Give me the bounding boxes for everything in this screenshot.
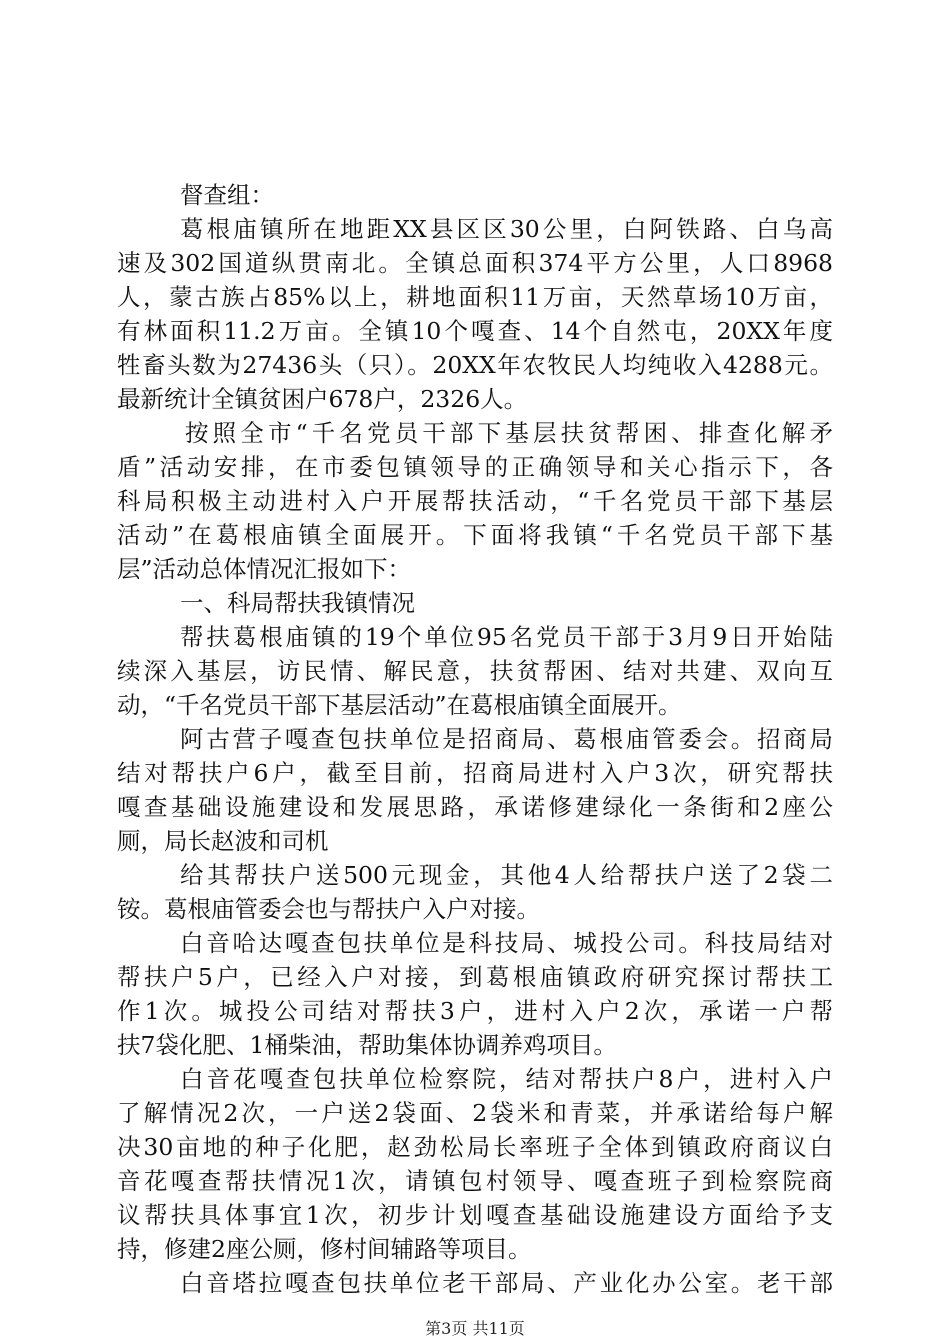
text-line: 帮扶户5户，已经入户对接，到葛根庙镇政府研究探讨帮扶工 [117, 963, 833, 991]
text-line: 活动”在葛根庙镇全面展开。下面将我镇“千名党员干部下基 [117, 521, 833, 549]
text-line: 厕，局长赵波和司机 [117, 827, 329, 855]
text-line: 盾”活动安排，在市委包镇领导的正确领导和关心指示下，各 [117, 453, 833, 481]
text-line: 帮扶葛根庙镇的19个单位95名党员干部于3月9日开始陆 [180, 623, 833, 651]
text-line: 白音哈达嘎查包扶单位是科技局、城投公司。科技局结对 [180, 929, 833, 957]
text-line: 持，修建2座公厕，修村间辅路等项目。 [117, 1235, 532, 1263]
text-line: 决30亩地的种子化肥，赵劲松局长率班子全体到镇政府商议白 [117, 1133, 833, 1161]
text-line: 阿古营子嘎查包扶单位是招商局、葛根庙管委会。招商局 [180, 725, 833, 753]
text-line: 音花嘎查帮扶情况1次，请镇包村领导、嘎查班子到检察院商 [117, 1167, 833, 1195]
text-line: 有林面积11.2万亩。全镇10个嘎查、14个自然屯，20XX年度 [117, 317, 833, 345]
text-line: 了解情况2次，一户送2袋面、2袋米和青菜，并承诺给每户解 [117, 1099, 833, 1127]
text-line: 铵。葛根庙管委会也与帮扶户入户对接。 [117, 895, 540, 923]
text-line: 动，“千名党员干部下基层活动”在葛根庙镇全面展开。 [117, 691, 682, 719]
text-line: 按照全市“千名党员干部下基层扶贫帮困、排查化解矛 [185, 419, 833, 447]
text-line: 扶7袋化肥、1桶柴油，帮助集体协调养鸡项目。 [117, 1031, 617, 1059]
page-number-footer: 第3页 共11页 [425, 1319, 525, 1338]
text-line: 葛根庙镇所在地距XX县区区30公里，白阿铁路、白乌高 [180, 215, 833, 243]
text-line: 白音花嘎查包扶单位检察院，结对帮扶户8户，进村入户 [180, 1065, 833, 1093]
text-line: 人，蒙古族占85%以上，耕地面积11万亩，天然草场10万亩， [117, 283, 833, 311]
text-line: 给其帮扶户送500元现金，其他4人给帮扶户送了2袋二 [180, 861, 833, 889]
text-line: 速及302国道纵贯南北。全镇总面积374平方公里，人口8968 [117, 249, 833, 277]
text-line: 层”活动总体情况汇报如下： [117, 555, 412, 583]
text-line: 督查组： [180, 181, 274, 209]
section-heading: 一、科局帮扶我镇情况 [180, 589, 415, 617]
text-line: 牲畜头数为27436头（只）。20XX年农牧民人均纯收入4288元。 [117, 351, 833, 379]
text-line: 科局积极主动进村入户开展帮扶活动，“千名党员干部下基层 [117, 487, 833, 515]
text-line: 续深入基层，访民情、解民意，扶贫帮困、结对共建、双向互 [117, 657, 833, 685]
text-line: 最新统计全镇贫困户678户，2326人。 [117, 385, 528, 413]
text-line: 嘎查基础设施建设和发展思路，承诺修建绿化一条街和2座公 [117, 793, 833, 821]
text-line: 结对帮扶户6户，截至目前，招商局进村入户3次，研究帮扶 [117, 759, 833, 787]
text-line: 议帮扶具体事宜1次，初步计划嘎查基础设施建设方面给予支 [117, 1201, 833, 1229]
text-line: 白音塔拉嘎查包扶单位老干部局、产业化办公室。老干部 [180, 1269, 833, 1297]
text-line: 作1次。城投公司结对帮扶3户，进村入户2次，承诺一户帮 [117, 997, 833, 1025]
